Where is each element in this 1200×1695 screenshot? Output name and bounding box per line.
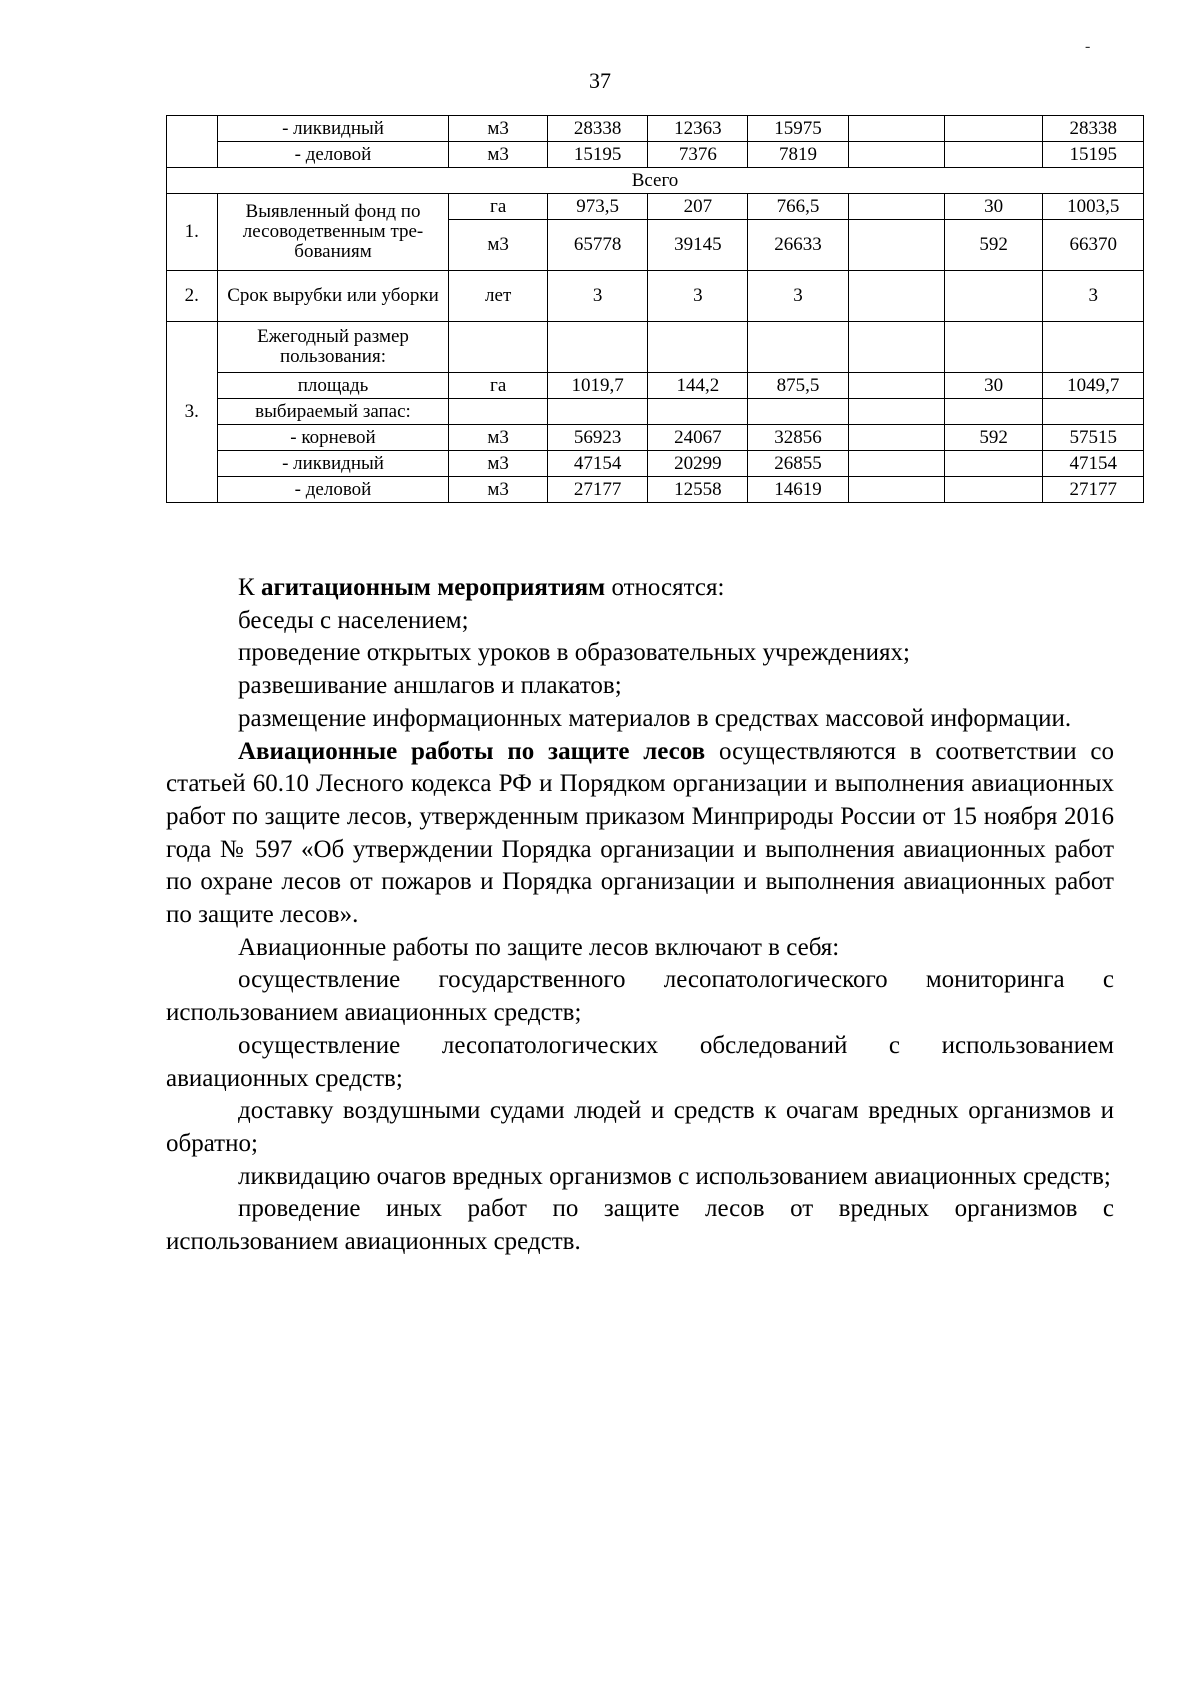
text-span: осуществляются в соответствии со статьей 60.10 Лесного кодекса РФ и Порядком организации и выполнения авиационных работ по защите лесов, утвержденным приказом Минприроды России от 15 ноября 2016 года № 597 «Об утверждении Порядка организации и выполнения авиационных работ по охране лесов от пожаров и Порядка организации и выполнения авиационных работ по защите лесов». [166,737,1114,929]
table-row [167,477,1144,503]
table-cell: 57515 [1043,425,1144,451]
list-item: развешивание аншлагов и плакатов; [238,672,622,700]
table-row [167,194,1144,220]
bold-term: Авиационные работы по защите лесов [238,737,706,765]
list-item: размещение информационных материалов в средствах массовой информации. [238,704,1072,732]
body-text [166,572,1114,1259]
table-cell: 47154 [1043,451,1144,477]
table-cell: 39145 [648,220,748,271]
table-cell: 28338 [547,116,648,142]
table-row [167,399,1144,425]
table-row [167,168,1144,194]
table-cell: 144,2 [648,373,748,399]
table-cell: 27177 [1043,477,1144,503]
table-cell [848,373,944,399]
row-unit: м3 [449,116,547,142]
table-cell [944,451,1043,477]
table-cell: 30 [944,373,1043,399]
row-unit: га [449,373,547,399]
table-cell [1043,322,1144,373]
table-cell [748,322,848,373]
table-cell [848,271,944,322]
table-cell [848,220,944,271]
table-cell: 1003,5 [1043,194,1144,220]
section-title: Всего [167,168,1144,194]
row-name: Ежегодный размер пользования: [217,322,449,373]
row-name: - ликвидный [217,451,449,477]
list-item: беседы с населением; [238,606,469,634]
page-number: 37 [589,68,611,93]
list-item: осуществление лесопатологических обследований с использованием авиационных средств; [166,1031,1114,1092]
table-cell: 14619 [748,477,848,503]
table-cell [648,399,748,425]
table-cell: 3 [547,271,648,322]
row-name: - деловой [217,142,449,168]
table-cell [848,425,944,451]
row-name: - корневой [217,425,449,451]
table-row [167,425,1144,451]
table-cell: 875,5 [748,373,848,399]
table-cell [848,399,944,425]
table-cell: 12363 [648,116,748,142]
table-row [167,271,1144,322]
table-cell: 207 [648,194,748,220]
table-cell [848,142,944,168]
table-cell [848,322,944,373]
paragraph-aviation [166,736,1114,932]
table-cell [944,271,1043,322]
table-cell [944,142,1043,168]
table-cell [848,477,944,503]
table-cell: 973,5 [547,194,648,220]
table-cell [648,322,748,373]
list-item: осуществление государственного лесопатологического мониторинга с использованием авиационных средств; [166,966,1114,1027]
table-cell: 15195 [547,142,648,168]
table-cell [1043,399,1144,425]
list-item: проведение открытых уроков в образовательных учреждениях; [238,639,910,667]
row-unit: м3 [449,220,547,271]
table-cell: 26855 [748,451,848,477]
row-unit: м3 [449,142,547,168]
paragraph-aviation-includes: Авиационные работы по защите лесов включают в себя: [238,933,840,961]
table-row [167,451,1144,477]
row-name: - деловой [217,477,449,503]
table-cell: 65778 [547,220,648,271]
text-span: К [238,574,261,601]
table-cell: 1019,7 [547,373,648,399]
paragraph-agitation-intro [166,572,1114,605]
table-row [167,116,1144,142]
row-name: площадь [217,373,449,399]
row-number: 1. [167,194,218,271]
table-row [167,322,1144,373]
table-cell: 28338 [1043,116,1144,142]
table-cell [547,399,648,425]
table-cell: 24067 [648,425,748,451]
table-cell [848,451,944,477]
table-cell: 3 [1043,271,1144,322]
table-cell [944,477,1043,503]
table-cell: 7819 [748,142,848,168]
row-unit: м3 [449,477,547,503]
row-unit: м3 [449,451,547,477]
table-cell [547,322,648,373]
corner-mark: - [1085,38,1091,55]
table-cell: 7376 [648,142,748,168]
row-name: Выявленный фонд по лесоводетвенным тре-бованиям [217,194,449,271]
text-span: относятся: [605,574,725,601]
table-cell [848,116,944,142]
table-cell [449,399,547,425]
forest-data-table [166,115,1144,503]
table-cell: 66370 [1043,220,1144,271]
row-number: 3. [167,322,218,503]
row-name: Срок вырубки или уборки [217,271,449,322]
row-name: выбираемый запас: [217,399,449,425]
table-cell: 766,5 [748,194,848,220]
bold-term: агитационным мероприятиям [260,574,606,601]
list-item: проведение иных работ по защите лесов от вредных организмов с использованием авиационных средств. [166,1195,1114,1256]
table-cell [449,322,547,373]
table-cell: 1049,7 [1043,373,1144,399]
table-cell: 15975 [748,116,848,142]
table-cell: 12558 [648,477,748,503]
table-cell: 26633 [748,220,848,271]
table-cell: 56923 [547,425,648,451]
table-row [167,142,1144,168]
row-number: 2. [167,271,218,322]
table-cell: 30 [944,194,1043,220]
table-cell [748,399,848,425]
table-cell: 592 [944,425,1043,451]
table-cell: 32856 [748,425,848,451]
row-unit: м3 [449,425,547,451]
table-cell [944,399,1043,425]
table-cell: 3 [648,271,748,322]
table-cell: 27177 [547,477,648,503]
list-item: ликвидацию очагов вредных организмов с использованием авиационных средств; [238,1162,1111,1190]
row-unit: лет [449,271,547,322]
table-cell: 47154 [547,451,648,477]
table-cell: 15195 [1043,142,1144,168]
table-cell: 20299 [648,451,748,477]
table-cell [167,116,218,168]
row-unit: га [449,194,547,220]
table-row [167,373,1144,399]
table-cell [944,116,1043,142]
row-name: - ликвидный [217,116,449,142]
table-cell [944,322,1043,373]
table-cell: 592 [944,220,1043,271]
table-cell [848,194,944,220]
table-cell: 3 [748,271,848,322]
list-item: доставку воздушными судами людей и средств к очагам вредных организмов и обратно; [166,1097,1114,1157]
